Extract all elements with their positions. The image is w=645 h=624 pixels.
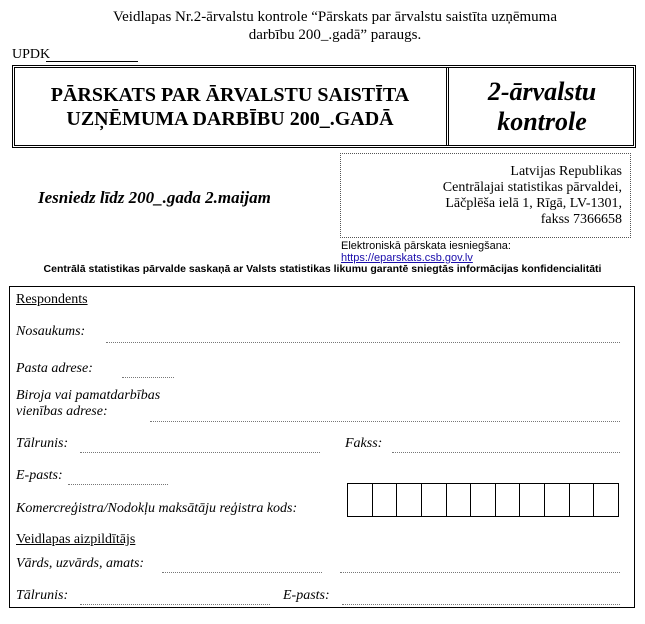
code-cell[interactable] bbox=[348, 484, 373, 516]
preparer-name-field[interactable] bbox=[162, 572, 322, 573]
title-divider bbox=[446, 68, 449, 145]
report-title-line2: UZŅĒMUMA DARBĪBU 200_.GADĀ bbox=[66, 107, 394, 130]
form-header-line2: darbību 200_.gadā” paraugs. bbox=[248, 27, 422, 43]
fax-field[interactable] bbox=[392, 452, 620, 453]
phone-label: Tālrunis: bbox=[16, 436, 69, 451]
title-box bbox=[12, 65, 636, 148]
preparer-name-label: Vārds, uzvārds, amats: bbox=[16, 556, 145, 571]
preparer-phone-label: Tālrunis: bbox=[16, 588, 69, 603]
form-code-line2: kontrole bbox=[497, 106, 587, 136]
code-cell[interactable] bbox=[422, 484, 447, 516]
code-cell[interactable] bbox=[520, 484, 545, 516]
registry-code-label: Komercreģistra/Nodokļu maksātāju reģistra kods: bbox=[16, 501, 298, 516]
name-label: Nosaukums: bbox=[16, 324, 86, 339]
code-cell[interactable] bbox=[397, 484, 422, 516]
code-cell[interactable] bbox=[594, 484, 618, 516]
email-label: E-pasts: bbox=[16, 468, 63, 483]
submission-deadline: Iesniedz līdz 200_.gada 2.maijam bbox=[38, 188, 271, 207]
office-address-field[interactable] bbox=[150, 421, 620, 422]
code-cell[interactable] bbox=[545, 484, 570, 516]
form-code-line1: 2-ārvalstu bbox=[487, 76, 597, 106]
updk-line bbox=[46, 61, 138, 62]
postal-address-label: Pasta adrese: bbox=[16, 361, 93, 376]
name-field[interactable] bbox=[106, 342, 620, 343]
form-header-line1: Veidlapas Nr.2-ārvalstu kontrole “Pārskats par ārvalstu saistīta uzņēmuma bbox=[112, 9, 558, 25]
office-address-label bbox=[16, 388, 160, 420]
address-line1: Latvijas Republikas bbox=[510, 164, 622, 179]
postal-address-field[interactable] bbox=[122, 377, 174, 378]
electronic-submission-label: Elektroniskā pārskata iesniegšana: bbox=[341, 240, 511, 252]
address-line4: fakss 7366658 bbox=[540, 212, 622, 227]
preparer-position-field[interactable] bbox=[340, 572, 620, 573]
code-cell[interactable] bbox=[373, 484, 398, 516]
preparer-section-heading: Veidlapas aizpildītājs bbox=[16, 532, 136, 547]
form-code bbox=[451, 68, 633, 145]
report-title-line1: PĀRSKATS PAR ĀRVALSTU SAISTĪTA bbox=[50, 83, 410, 106]
code-cell[interactable] bbox=[496, 484, 521, 516]
office-address-label-line1: Biroja vai pamatdarbības bbox=[16, 388, 161, 403]
confidentiality-notice: Centrālā statistikas pārvalde saskaņā ar Valsts statistikas likumu garantē sniegtās informācijas konfidencialitāti bbox=[43, 263, 602, 275]
office-address-label-line2: vienības adrese: bbox=[16, 404, 108, 419]
code-cell[interactable] bbox=[447, 484, 472, 516]
code-cell[interactable] bbox=[471, 484, 496, 516]
phone-field[interactable] bbox=[80, 452, 320, 453]
respondent-section-heading: Respondents bbox=[16, 292, 88, 307]
recipient-address bbox=[340, 153, 631, 238]
electronic-submission bbox=[341, 240, 645, 264]
form-header bbox=[60, 8, 610, 44]
preparer-phone-field[interactable] bbox=[80, 604, 270, 605]
registry-code-boxes[interactable] bbox=[347, 483, 619, 517]
address-line2: Centrālajai statistikas pārvaldei, bbox=[442, 180, 622, 195]
email-field[interactable] bbox=[68, 484, 168, 485]
report-title bbox=[15, 68, 445, 145]
code-cell[interactable] bbox=[570, 484, 595, 516]
preparer-email-label: E-pasts: bbox=[283, 588, 330, 603]
electronic-submission-link[interactable]: https://eparskats.csb.gov.lv bbox=[341, 252, 473, 264]
preparer-email-field[interactable] bbox=[342, 604, 620, 605]
updk-label: UPDK bbox=[12, 47, 51, 62]
fax-label: Fakss: bbox=[345, 436, 383, 451]
address-line3: Lāčplēša ielā 1, Rīgā, LV-1301, bbox=[445, 196, 622, 211]
